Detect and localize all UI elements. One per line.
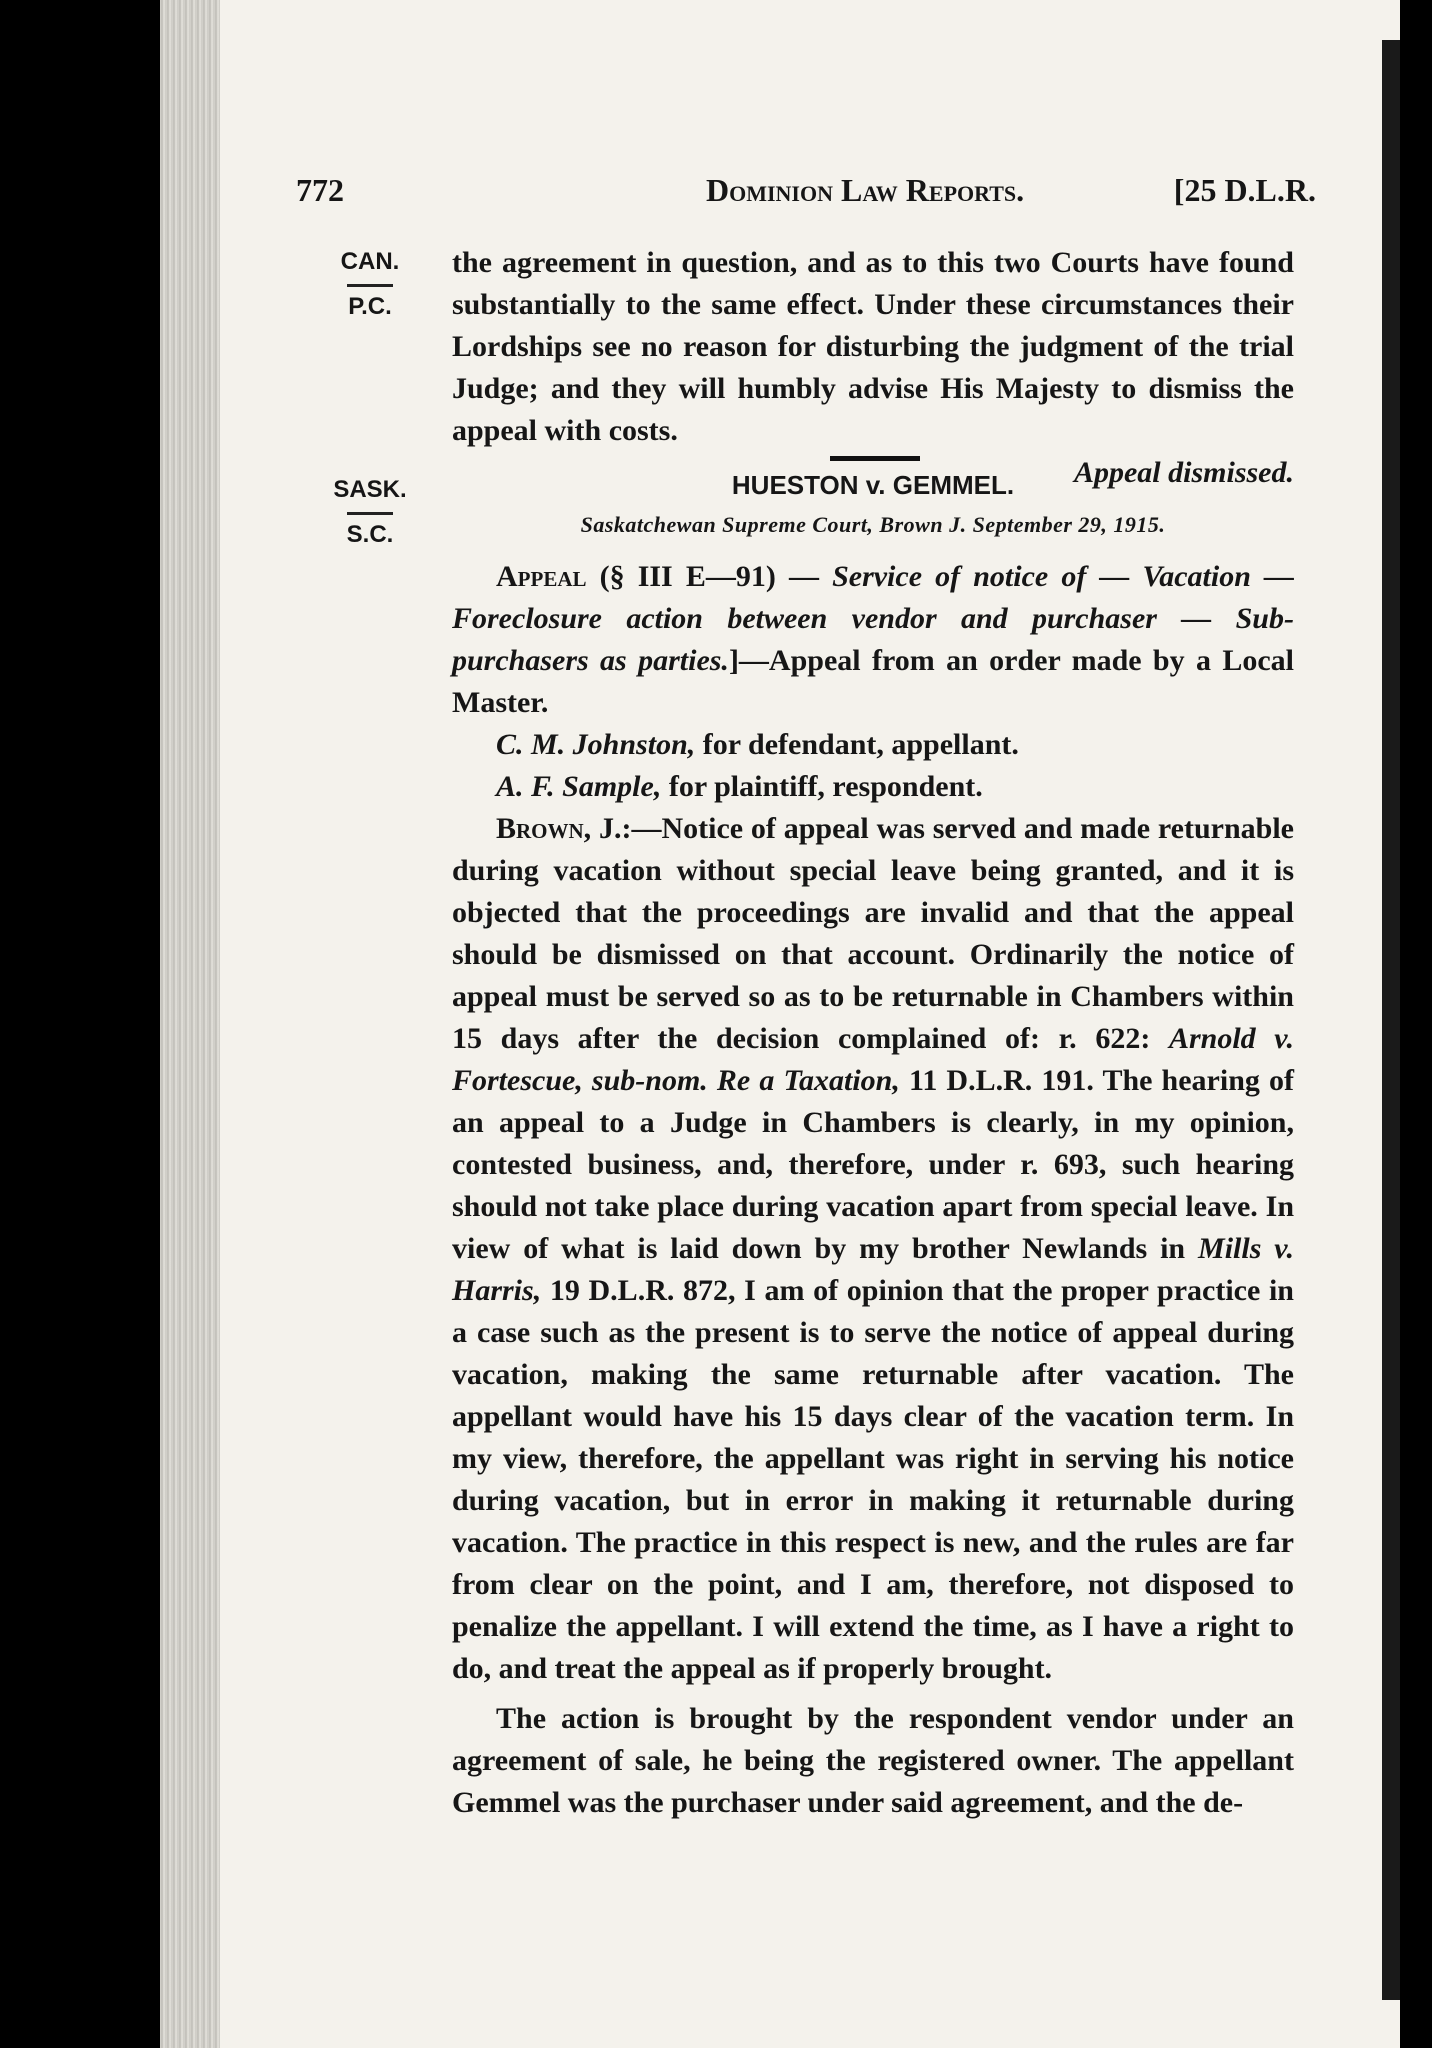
- case-body: [452, 556, 1294, 1824]
- counsel-name: A. F. Sample,: [496, 770, 662, 803]
- margin-note-jurisdiction-1: [320, 248, 420, 321]
- running-header: [296, 172, 1316, 224]
- paragraph-text: :—Notice of appeal was served and made returnable during vacation without special leave being granted, and it is objected that the proceedings are invalid and that the appeal should be dismissed on that account. Ordinarily the notice of appeal must be served so as to be returnable in Chambers within 15 days after the decision complained of: r. 622:: [452, 812, 1294, 1055]
- margin-note-bottom: P.C.: [348, 293, 392, 320]
- counsel-line-1: [452, 724, 1294, 766]
- court-line: Saskatchewan Supreme Court, Brown J. September 29, 1915.: [580, 512, 1166, 537]
- previous-case-text: the agreement in question, and as to this two Courts have found substantially to the same effect. Under these circumstances their Lordships see no reason for disturbing the judgment of the trial Judge; and they will humbly advise His Majesty to dismiss the appeal with costs.: [452, 246, 1294, 447]
- journal-title: Dominion Law Reports.: [706, 172, 1025, 208]
- headnote: [452, 556, 1294, 724]
- disposition: Appeal dismissed.: [1073, 456, 1294, 489]
- page-number: 772: [296, 172, 344, 208]
- citation: Arnold v. Fortescue, sub-nom. Re a Taxation,: [452, 1022, 1295, 1097]
- margin-note-jurisdiction-2: [320, 476, 420, 549]
- volume-reference: [25 D.L.R.: [1173, 172, 1316, 208]
- judgment-paragraph-1: [452, 808, 1294, 1690]
- paragraph-text: 19 D.L.R. 872, I am of opinion that the proper practice in a case such as the present is to serve the notice of appeal during vacation, making the same returnable after vacation. The appellant would have his 15 days clear of the vacation term. In my view, therefore, the appellant was right in serving his notice during vacation, but in error in making it returnable during vacation. The practice in this respect is new, and the rules are far from clear on the point, and I am, therefore, not disposed to penalize the appellant. I will extend the time, as I have a right to do, and treat the appeal as if properly brought.: [452, 1274, 1294, 1685]
- counsel-role: for plaintiff, respondent.: [661, 770, 983, 803]
- citation: Mills v. Harris,: [452, 1232, 1295, 1307]
- paragraph-text: 11 D.L.R. 191. The hearing of an appeal to a Judge in Chambers is clearly, in my opinion, contested business, and, therefore, under r. 693, such hearing should not take place during vacation apart from special leave. In view of what is laid down by my brother Newlands in: [452, 1064, 1294, 1265]
- margin-note-top: SASK.: [333, 476, 407, 503]
- judge-name: Brown, J.: [496, 812, 622, 845]
- headnote-ref: (§ III E—91) —: [586, 560, 833, 593]
- headnote-italic: Service of notice of — Vacation — Foreclosure action between vendor and purchaser — Sub-purchasers as parties.: [452, 560, 1294, 677]
- case-separator-rule: [830, 456, 920, 461]
- margin-rule: [347, 284, 393, 287]
- judgment-paragraph-2: The action is brought by the respondent vendor under an agreement of sale, he being the registered owner. The appellant Gemmel was the purchaser under said agreement, and the de-: [452, 1702, 1294, 1819]
- page-edge: [1382, 40, 1400, 2000]
- counsel-role: for defendant, appellant.: [695, 728, 1019, 761]
- headnote-tail: ]—Appeal from an order made by a Local Master.: [452, 644, 1294, 719]
- margin-note-bottom: S.C.: [346, 521, 394, 548]
- headnote-lead: Appeal: [496, 560, 587, 593]
- counsel-line-2: [452, 766, 1294, 808]
- counsel-name: C. M. Johnston,: [496, 728, 696, 761]
- margin-note-top: CAN.: [340, 248, 400, 275]
- book-binding: [160, 0, 220, 2048]
- case-title: HUESTON v. GEMMEL.: [731, 470, 1015, 500]
- margin-rule: [347, 512, 393, 515]
